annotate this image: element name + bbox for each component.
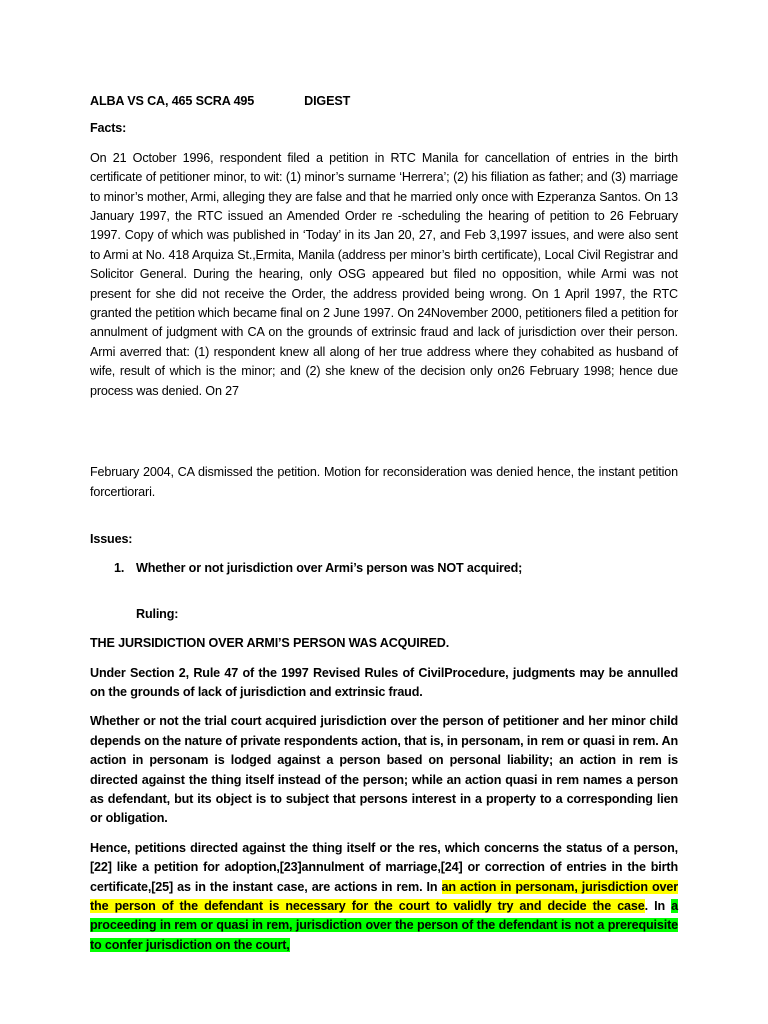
blank-gap: [90, 579, 678, 605]
issue-text: Whether or not jurisdiction over Armi’s person was NOT acquired;: [136, 561, 523, 576]
facts-paragraph-2: February 2004, CA dismissed the petition. Motion for reconsideration was denied hence, the instant petition forcertiorari.: [90, 465, 678, 499]
digest-label: DIGEST: [304, 94, 351, 108]
ruling-paragraph-2: Whether or not the trial court acquired jurisdiction over the person of petitioner and her minor child depends on the nature of private respondents action, that is, in personam, in rem or quasi in rem. An action in personam is lodged against a person based on personal liability; an action in rem is directed against the thing itself instead of the person; while an action quasi in rem names a person as defendant, but its object is to subject that persons interest in a property to a corresponding lien or obligation.: [90, 714, 678, 826]
ruling-paragraph-3-plain: Hence, petitions directed against the thing itself or the res, which concerns the status of a person,[22] like a petition for adoption,[23]annulment of marriage,[24] or correction of entries in the birth certificate,[25] as in the instant case, are actions in rem. In: [90, 840, 678, 894]
blank-gap: [90, 512, 678, 530]
issue-number: 1.: [114, 561, 125, 576]
case-heading: [90, 92, 678, 111]
ruling-paragraph-1: Under Section 2, Rule 47 of the 1997 Revised Rules of CivilProcedure, judgments may be annulled on the grounds of lack of jurisdiction and extrinsic fraud.: [90, 665, 678, 699]
highlighted-text-yellow: an action in personam, jurisdiction over the person of the defendant is necessary for the court to validly try and decide the case: [90, 879, 678, 913]
highlighted-text-green: a proceeding in rem or quasi in rem, jurisdiction over the person of the defendant is not a prerequisite to confer jurisdiction on the court,: [90, 899, 678, 952]
blank-gap: [90, 411, 678, 463]
ruling-headline: THE JURSIDICTION OVER ARMI’S PERSON WAS ACQUIRED.: [90, 636, 450, 651]
ruling-label: Ruling:: [136, 606, 179, 621]
facts-paragraph-1: On 21 October 1996, respondent filed a petition in RTC Manila for cancellation of entries in the birth certificate of petitioner minor, to wit: (1) minor’s surname ‘Herrera’; (2) his filiation as father; and (3) marriage to minor’s mother, Armi, alleging they are false and that he married only once with Ezperanza Santos. On 13 January 1997, the RTC issued an Amended Order re -scheduling the hearing of petition to 26 February 1997. Copy of which was published in ‘Today’ in its Jan 20, 27, and Feb 3,1997 issues, and were also sent to Armi at No. 418 Arquiza St.,Ermita, Manila (address per minor’s birth certificate), Local Civil Registrar and Solicitor General. During the hearing, only OSG appeared but filed no opposition, while Armi was not present for she did not receive the Order, the address provided being wrong. On 1 April 1997, the RTC granted the petition which became final on 2 June 1997. On 24November 2000, petitioners filed a petition for annulment of judgment with CA on the grounds of extrinsic fraud and lack of jurisdiction over their person. Armi averred that: (1) respondent knew all along of her true address where they cohabited as husband of wife, result of which is the minor; and (2) she knew of the decision only on26 February 1998; hence due process was denied. On 27: [90, 150, 678, 398]
issue-item: [114, 559, 678, 578]
facts-label: Facts:: [90, 121, 127, 136]
ruling-paragraph-3-mid: . In: [644, 899, 672, 913]
document-body: [90, 92, 678, 965]
ruling-paragraph-3: [90, 839, 678, 955]
issues-label: Issues:: [90, 531, 133, 546]
case-title: ALBA VS CA, 465 SCRA 495: [90, 94, 255, 108]
